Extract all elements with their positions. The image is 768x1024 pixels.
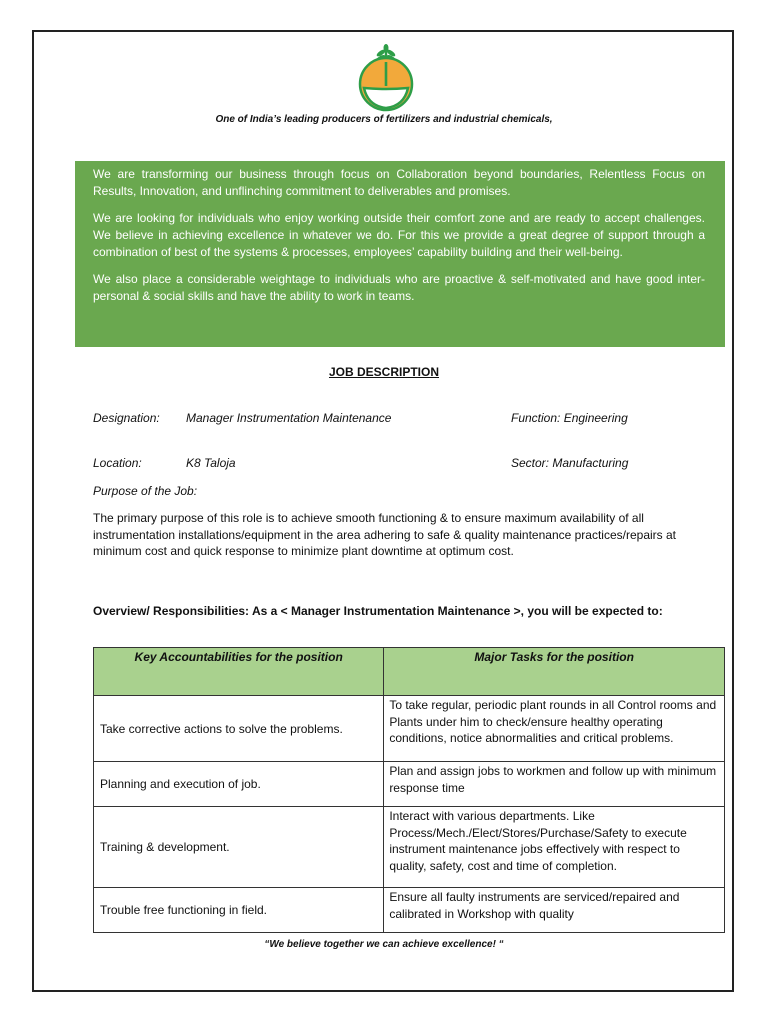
table-row [94, 807, 725, 888]
designation-value: Manager Instrumentation Maintenance [186, 411, 392, 425]
accountability-cell: Training & development. [94, 807, 384, 888]
intro-paragraph: We are transforming our business through focus on Collaboration beyond boundaries, Relentless Focus on Results, Innovation, and unflinching commitment to deliverables and promises. [93, 167, 705, 198]
table-header-row [94, 648, 725, 696]
table-row [94, 888, 725, 933]
task-cell: Interact with various departments. Like Process/Mech./Elect/Stores/Purchase/Safety to execute instrument maintenance jobs effectively with respect to quality, safety, cost and time of completion. [384, 807, 725, 888]
company-tagline: One of India’s leading producers of fertilizers and industrial chemicals, [215, 114, 553, 125]
company-logo [356, 42, 416, 112]
intro-box [75, 161, 725, 347]
accountability-cell: Trouble free functioning in field. [94, 888, 384, 933]
sector-field: Sector: Manufacturing [511, 456, 629, 470]
location-label: Location: [93, 456, 142, 470]
intro-paragraph: We are looking for individuals who enjoy working outside their comfort zone and are ready to accept challenges. We believe in achieving excellence in whatever we do. For this we provide a great degree of support through a combination of best of the systems & processes, employees’ capability building and their well-being. [93, 211, 705, 259]
accountability-cell: Take corrective actions to solve the problems. [94, 696, 384, 762]
responsibilities-table [93, 647, 725, 933]
footer-quote: “We believe together we can achieve excellence! “ [264, 939, 504, 950]
task-cell: Plan and assign jobs to workmen and follow up with minimum response time [384, 762, 725, 807]
purpose-label: Purpose of the Job: [93, 484, 198, 498]
table-row [94, 762, 725, 807]
accountability-cell: Planning and execution of job. [94, 762, 384, 807]
location-value: K8 Taloja [186, 456, 236, 470]
column-header: Major Tasks for the position [384, 648, 725, 696]
purpose-text: The primary purpose of this role is to achieve smooth functioning & to ensure maximum availability of all instrumentation installations/equipment in the area adhering to safe & quality maintenance practices/repairs at minimum cost and quick response to minimize plant downtime at optimum cost. [93, 511, 677, 558]
designation-label: Designation: [93, 411, 160, 425]
overview-heading: Overview/ Responsibilities: As a < Manager Instrumentation Maintenance >, you will be expected to: [93, 604, 663, 618]
column-header: Key Accountabilities for the position [94, 648, 384, 696]
task-cell: Ensure all faulty instruments are serviced/repaired and calibrated in Workshop with quality [384, 888, 725, 933]
function-field: Function: Engineering [511, 411, 628, 425]
intro-paragraph: We also place a considerable weightage to individuals who are proactive & self-motivated and have good inter-personal & social skills and have the ability to work in teams. [93, 272, 705, 303]
job-description-title: JOB DESCRIPTION [328, 365, 439, 379]
task-cell: To take regular, periodic plant rounds in all Control rooms and Plants under him to check/ensure healthy operating conditions, notice abnormalities and critical problems. [384, 696, 725, 762]
table-row [94, 696, 725, 762]
